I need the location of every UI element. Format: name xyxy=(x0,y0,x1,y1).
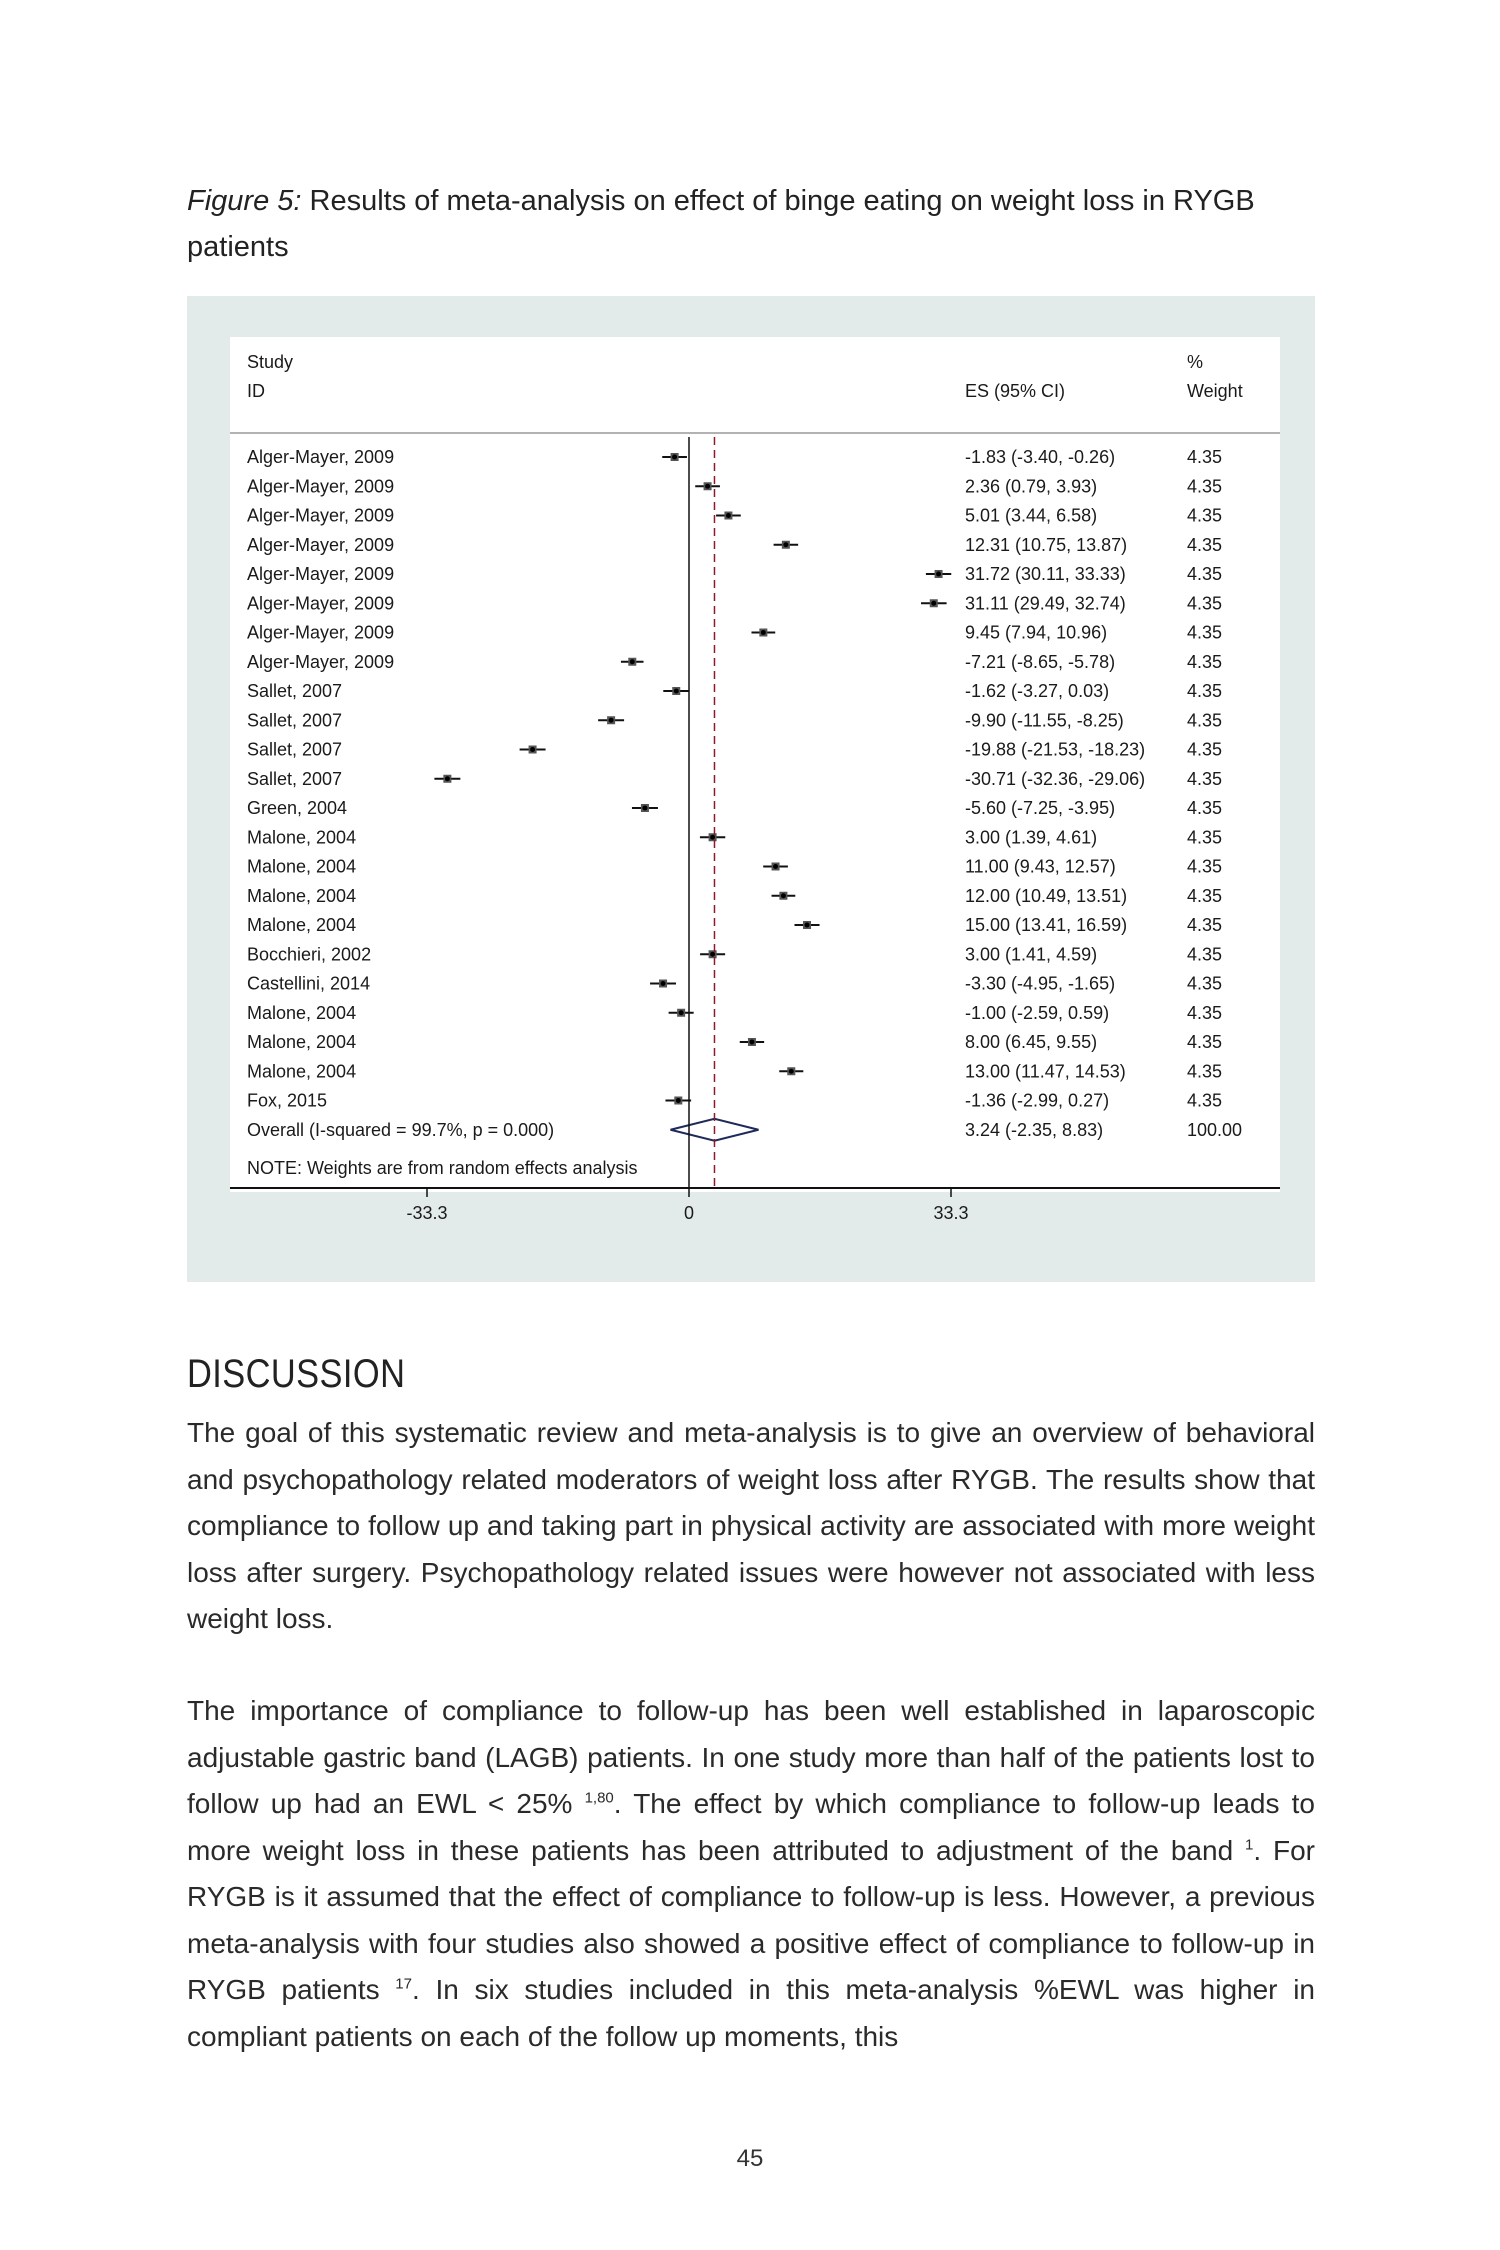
study-label: Sallet, 2007 xyxy=(247,739,343,760)
weight-value: 4.35 xyxy=(1187,534,1223,555)
study-label: Alger-Mayer, 2009 xyxy=(247,564,395,584)
study-label: Fox, 2015 xyxy=(247,1090,328,1111)
forest-plot xyxy=(230,337,1280,1227)
point-estimate xyxy=(609,718,614,723)
point-estimate xyxy=(789,1069,794,1074)
es-ci-value: -7.21 (-8.65, -5.78) xyxy=(965,651,1116,672)
study-label: Bocchieri, 2002 xyxy=(247,944,372,965)
weight-value: 4.35 xyxy=(1187,798,1223,818)
es-ci-value: -19.88 (-21.53, -18.23) xyxy=(965,739,1146,760)
header-study: Study xyxy=(247,352,294,372)
weight-value: 4.35 xyxy=(1187,827,1223,848)
study-label: Malone, 2004 xyxy=(247,856,357,877)
citation-ref: 17 xyxy=(395,1975,412,1993)
weight-value: 4.35 xyxy=(1187,505,1223,526)
discussion-paragraph-1: The goal of this systematic review and meta-analysis is to give an overview of behavioral and psychopathology related moderators of weight loss after RYGB. The results show that compliance to follow up and taking part in physical activity are associated with more weight loss after surgery. Psychopathology related issues were however not associated with less weight loss. xyxy=(187,1417,1315,1634)
es-ci-value: -3.30 (-4.95, -1.65) xyxy=(965,973,1116,994)
study-label: Malone, 2004 xyxy=(247,885,357,906)
point-estimate xyxy=(672,455,677,460)
weight-value: 4.35 xyxy=(1187,1032,1223,1052)
es-ci-value: 2.36 (0.79, 3.93) xyxy=(965,476,1098,497)
es-ci-value: -1.36 (-2.99, 0.27) xyxy=(965,1090,1110,1111)
study-label: Sallet, 2007 xyxy=(247,768,343,789)
weight-value: 4.35 xyxy=(1187,564,1223,584)
weight-value: 4.35 xyxy=(1187,710,1223,731)
weight-value: 4.35 xyxy=(1187,1061,1223,1082)
study-label: Sallet, 2007 xyxy=(247,710,343,731)
weight-value: 4.35 xyxy=(1187,1090,1223,1111)
header-id: ID xyxy=(247,381,265,401)
study-label: Green, 2004 xyxy=(247,798,348,818)
point-estimate xyxy=(530,747,535,752)
study-label: Malone, 2004 xyxy=(247,1032,357,1052)
weight-value: 4.35 xyxy=(1187,739,1223,760)
section-title: DISCUSSION xyxy=(187,1352,406,1396)
point-estimate xyxy=(773,864,778,869)
figure-caption-text: Results of meta-analysis on effect of binge eating on weight loss in RYGB patients xyxy=(187,185,1255,263)
weight-value: 4.35 xyxy=(1187,1002,1223,1023)
weight-value: 4.35 xyxy=(1187,651,1223,672)
overall-label: Overall (I-squared = 99.7%, p = 0.000) xyxy=(247,1119,555,1140)
para2-text-2: . The effect by which compliance to follow-up leads to more weight loss in these patients has been attributed to adjustment of the band xyxy=(187,1788,1315,1866)
weight-value: 4.35 xyxy=(1187,593,1223,614)
point-estimate xyxy=(642,806,647,811)
header-weight-symbol: % xyxy=(1187,352,1204,372)
es-ci-value: 3.00 (1.39, 4.61) xyxy=(965,827,1098,848)
study-label: Alger-Mayer, 2009 xyxy=(247,534,395,555)
es-ci-value: 12.31 (10.75, 13.87) xyxy=(965,534,1128,555)
study-label: Alger-Mayer, 2009 xyxy=(247,593,395,614)
weight-value: 4.35 xyxy=(1187,915,1223,935)
study-label: Malone, 2004 xyxy=(247,1002,357,1023)
point-estimate xyxy=(805,923,810,928)
header-es: ES (95% CI) xyxy=(965,381,1066,401)
point-estimate xyxy=(710,952,715,957)
study-label: Alger-Mayer, 2009 xyxy=(247,622,395,643)
point-estimate xyxy=(726,513,731,518)
es-ci-value: 11.00 (9.43, 12.57) xyxy=(965,856,1116,877)
weight-value: 4.35 xyxy=(1187,681,1223,701)
point-estimate xyxy=(783,542,788,547)
es-ci-value: -5.60 (-7.25, -3.95) xyxy=(965,798,1116,818)
point-estimate xyxy=(931,601,936,606)
forest-plot-card xyxy=(230,337,1280,1223)
es-ci-value: 5.01 (3.44, 6.58) xyxy=(965,505,1098,526)
es-ci-value: 8.00 (6.45, 9.55) xyxy=(965,1032,1098,1052)
point-estimate xyxy=(781,893,786,898)
study-label: Malone, 2004 xyxy=(247,915,357,935)
es-ci-value: -9.90 (-11.55, -8.25) xyxy=(965,710,1124,731)
es-ci-value: -1.00 (-2.59, 0.59) xyxy=(965,1002,1110,1023)
weight-value: 4.35 xyxy=(1187,973,1223,994)
x-tick-label: 0 xyxy=(683,1203,695,1223)
weight-value: 4.35 xyxy=(1187,622,1223,643)
point-estimate xyxy=(676,1098,681,1103)
study-label: Alger-Mayer, 2009 xyxy=(247,476,395,497)
es-ci-value: -1.83 (-3.40, -0.26) xyxy=(965,447,1116,467)
study-label: Castellini, 2014 xyxy=(247,973,371,994)
study-label: Alger-Mayer, 2009 xyxy=(247,447,395,467)
es-ci-value: 31.11 (29.49, 32.74) xyxy=(965,593,1126,614)
citation-ref: 1 xyxy=(1245,1836,1254,1854)
overall-weight-value: 100.00 xyxy=(1187,1119,1243,1140)
point-estimate xyxy=(674,689,679,694)
weight-value: 4.35 xyxy=(1187,885,1223,906)
header-weight: Weight xyxy=(1187,381,1243,401)
point-estimate xyxy=(661,981,666,986)
weight-value: 4.35 xyxy=(1187,476,1223,497)
study-label: Alger-Mayer, 2009 xyxy=(247,651,395,672)
study-label: Malone, 2004 xyxy=(247,827,357,848)
study-label: Sallet, 2007 xyxy=(247,681,343,701)
point-estimate xyxy=(936,572,941,577)
para2-text-3: . For RYGB is it assumed that the effect of compliance to follow-up is less. However, a previous meta-analysis with four studies also showed a positive effect of compliance to follow-up in RYGB patients xyxy=(187,1834,1316,2005)
es-ci-value: 13.00 (11.47, 14.53) xyxy=(965,1061,1126,1082)
point-estimate xyxy=(749,1040,754,1045)
point-estimate xyxy=(705,484,710,489)
figure-caption xyxy=(187,178,1317,270)
point-estimate xyxy=(630,659,635,664)
citation-ref: 1,80 xyxy=(584,1789,614,1807)
study-label: Alger-Mayer, 2009 xyxy=(247,505,395,526)
figure-label: Figure 5: xyxy=(187,185,302,217)
es-ci-value: 31.72 (30.11, 33.33) xyxy=(965,564,1126,584)
para2-text-4: . In six studies included in this meta-analysis %EWL was higher in compliant patients on each of the follow up moments, this xyxy=(187,1974,1315,2052)
point-estimate xyxy=(445,776,450,781)
weight-value: 4.35 xyxy=(1187,856,1223,877)
point-estimate xyxy=(710,835,715,840)
es-ci-value: -1.62 (-3.27, 0.03) xyxy=(965,681,1110,701)
es-ci-value: 9.45 (7.94, 10.96) xyxy=(965,622,1108,643)
weight-value: 4.35 xyxy=(1187,447,1223,467)
es-ci-value: -30.71 (-32.36, -29.06) xyxy=(965,768,1146,789)
point-estimate xyxy=(679,1010,684,1015)
discussion-paragraph-2 xyxy=(187,1688,1315,2060)
weight-value: 4.35 xyxy=(1187,944,1223,965)
es-ci-value: 3.00 (1.41, 4.59) xyxy=(965,944,1098,965)
note-text: NOTE: Weights are from random effects analysis xyxy=(247,1157,638,1178)
x-tick-label: 33.3 xyxy=(933,1203,969,1223)
es-ci-value: 12.00 (10.49, 13.51) xyxy=(965,885,1128,906)
overall-es-value: 3.24 (-2.35, 8.83) xyxy=(965,1119,1104,1140)
page-number: 45 xyxy=(736,2145,764,2172)
es-ci-value: 15.00 (13.41, 16.59) xyxy=(965,915,1128,935)
study-label: Malone, 2004 xyxy=(247,1061,357,1082)
weight-value: 4.35 xyxy=(1187,768,1223,789)
x-tick-label: -33.3 xyxy=(406,1203,448,1223)
para2-text-1: The importance of compliance to follow-up has been well established in laparoscopic adjustable gastric band (LAGB) patients. In one study more than half of the patients lost to follow up had an EWL < 25% xyxy=(187,1695,1315,1819)
point-estimate xyxy=(761,630,766,635)
